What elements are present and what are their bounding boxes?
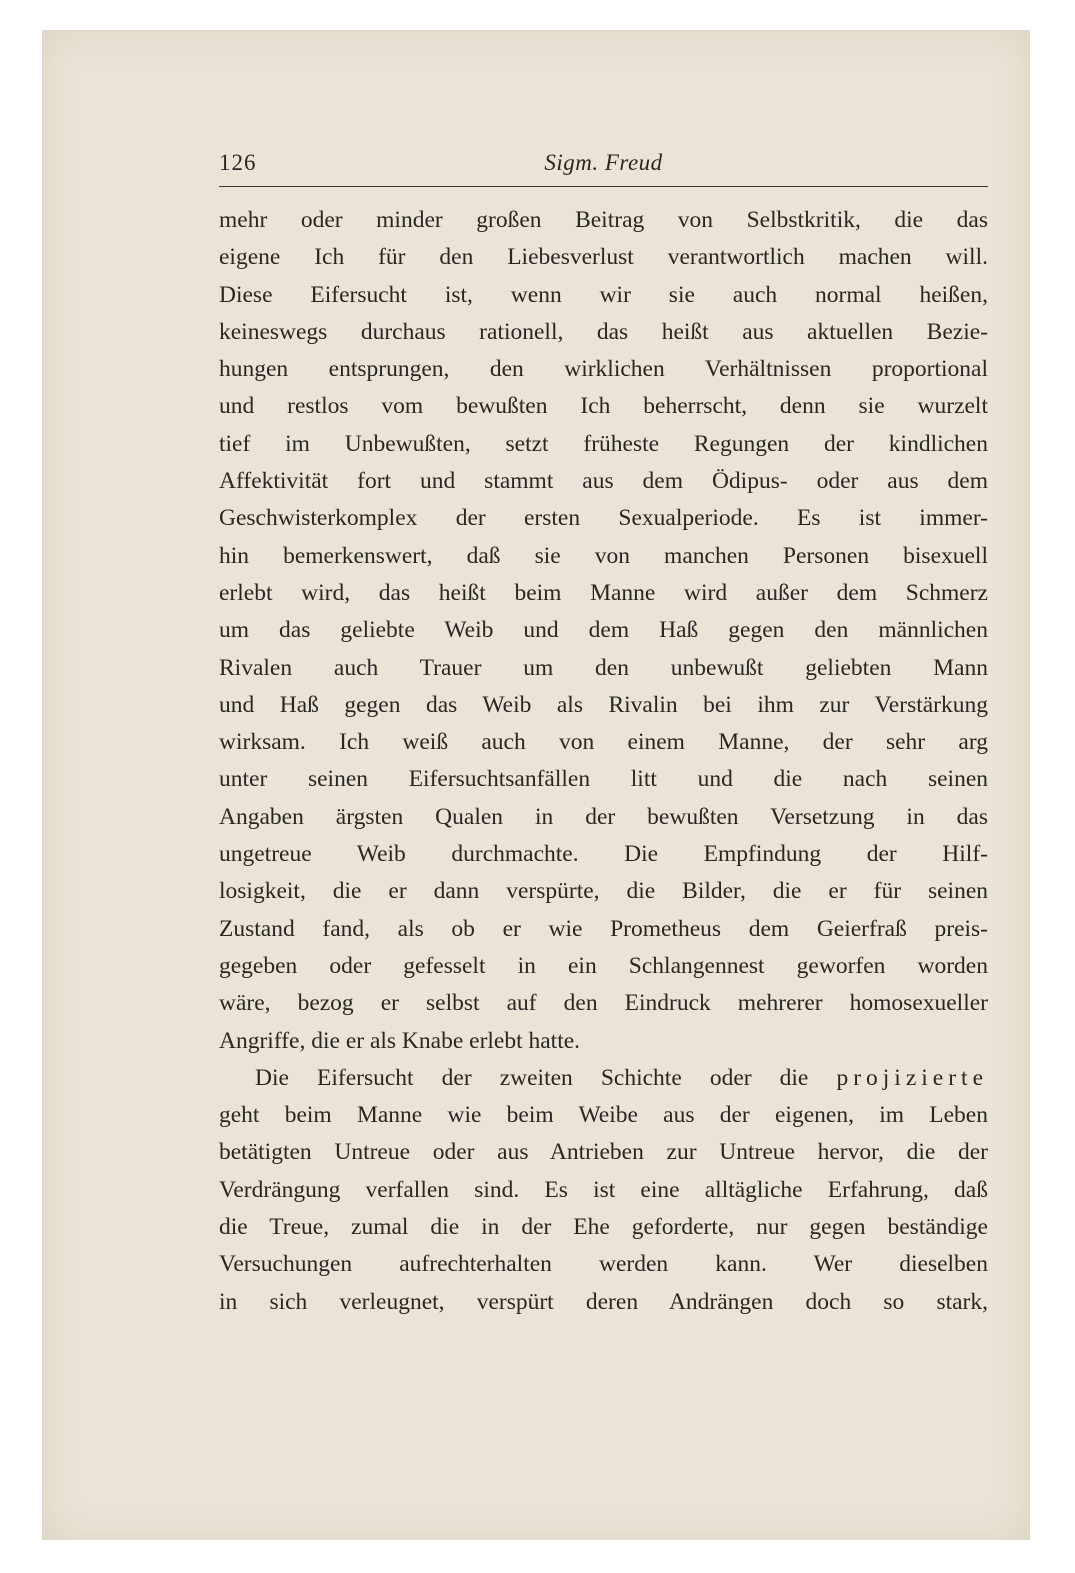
text-line: Versuchungen aufrechterhalten werden kann. Wer dieselben: [219, 1251, 988, 1278]
text-line: Angriffe, die er als Knabe erlebt hatte.: [219, 1027, 581, 1054]
text-line: unter seinen Eifersuchtsanfällen litt und die nach seinen: [219, 766, 988, 793]
text-line: Zustand fand, als ob er wie Prometheus dem Geierfraß preis-: [219, 915, 988, 942]
text-line: um das geliebte Weib und dem Haß gegen den männlichen: [219, 617, 988, 644]
text-line: in sich verleugnet, verspürt deren Andrängen doch so stark,: [219, 1288, 988, 1315]
text-line: Affektivität fort und stammt aus dem Ödipus- oder aus dem: [219, 468, 988, 495]
text-line: Rivalen auch Trauer um den unbewußt geliebten Mann: [219, 654, 988, 681]
text-line: tief im Unbewußten, setzt früheste Regungen der kindlichen: [219, 430, 988, 457]
text-line: wäre, bezog er selbst auf den Eindruck mehrerer homosexueller: [219, 990, 988, 1017]
text-line-first: [219, 1060, 988, 1097]
text-line-start: Die Eifersucht der zweiten Schichte oder die: [255, 1064, 809, 1091]
paragraph-2: [219, 1060, 988, 1321]
text-line: die Treue, zumal die in der Ehe geforderte, nur gegen beständige: [219, 1214, 988, 1241]
running-head: Sigm. Freud: [544, 150, 663, 175]
page-header: [219, 150, 988, 184]
text-line: erlebt wird, das heißt beim Manne wird außer dem Schmerz: [219, 579, 988, 606]
text-line: keineswegs durchaus rationell, das heißt aus aktuellen Bezie-: [219, 318, 988, 345]
emphasized-term: projizierte: [836, 1064, 989, 1091]
text-line: und Haß gegen das Weib als Rivalin bei ihm zur Verstärkung: [219, 691, 988, 718]
body-text: [219, 202, 988, 1321]
text-line: eigene Ich für den Liebesverlust verantwortlich machen will.: [219, 244, 988, 271]
text-line: losigkeit, die er dann verspürte, die Bilder, die er für seinen: [219, 878, 988, 905]
text-line: Geschwisterkomplex der ersten Sexualperiode. Es ist immer-: [219, 505, 988, 532]
text-line: und restlos vom bewußten Ich beherrscht, denn sie wurzelt: [219, 393, 988, 420]
text-line: hin bemerkenswert, daß sie von manchen Personen bisexuell: [219, 542, 988, 569]
paragraph-1: [219, 202, 988, 1060]
text-line: Diese Eifersucht ist, wenn wir sie auch normal heißen,: [219, 281, 988, 308]
text-line: mehr oder minder großen Beitrag von Selbstkritik, die das: [219, 207, 988, 233]
page-number: 126: [219, 150, 257, 175]
text-line: ungetreue Weib durchmachte. Die Empfindung der Hilf-: [219, 841, 988, 868]
text-line: gegeben oder gefesselt in ein Schlangennest geworfen worden: [219, 952, 988, 979]
text-line: Angaben ärgsten Qualen in der bewußten Versetzung in das: [219, 803, 988, 830]
text-line: Verdrängung verfallen sind. Es ist eine alltägliche Erfahrung, daß: [219, 1176, 988, 1203]
header-rule: [219, 186, 988, 187]
text-line: wirksam. Ich weiß auch von einem Manne, der sehr arg: [219, 729, 988, 756]
text-line: betätigten Untreue oder aus Antrieben zur Untreue hervor, die der: [219, 1139, 988, 1166]
text-line: hungen entsprungen, den wirklichen Verhältnissen proportional: [219, 356, 988, 383]
text-line: geht beim Manne wie beim Weibe aus der eigenen, im Leben: [219, 1102, 988, 1129]
